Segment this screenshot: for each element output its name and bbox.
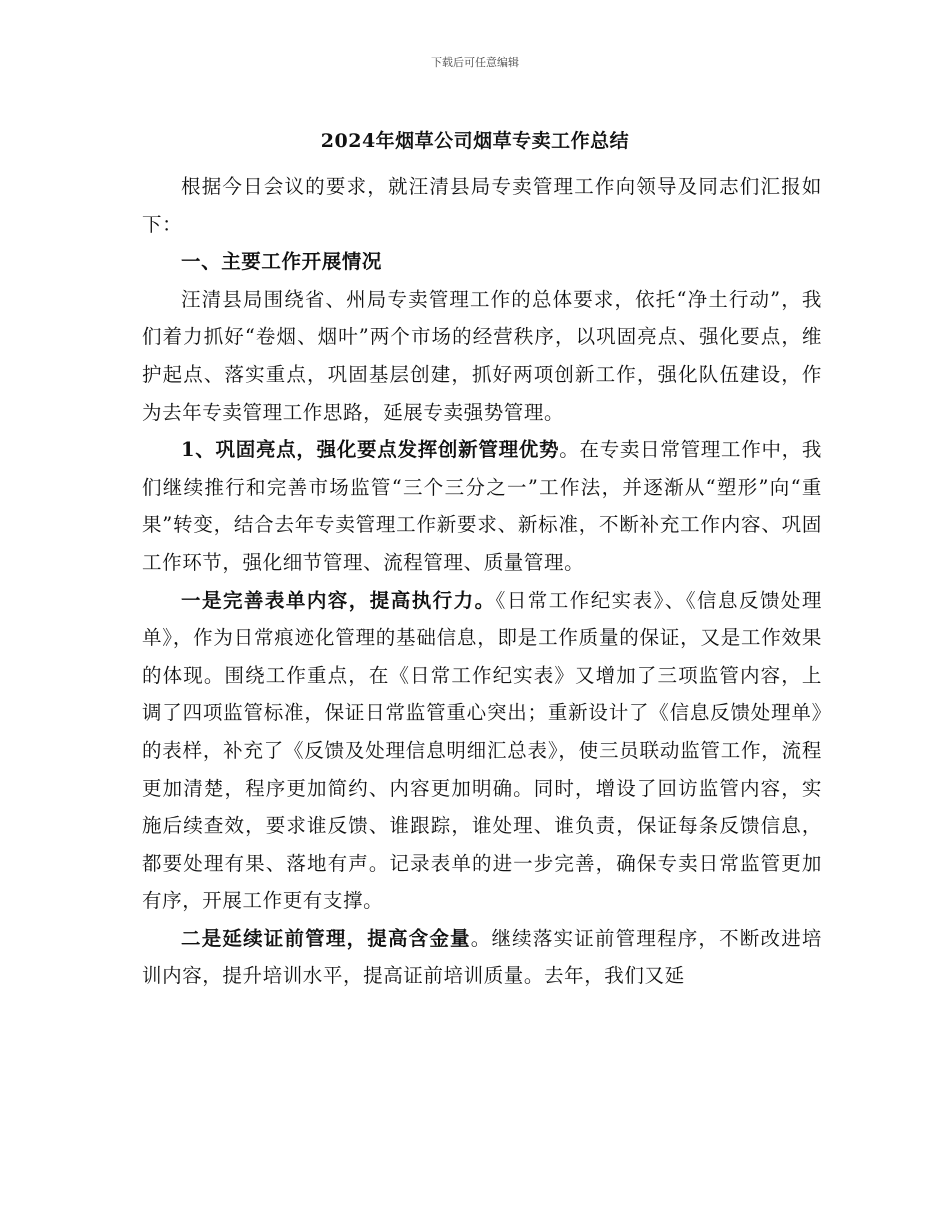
intro-paragraph: 根据今日会议的要求，就汪清县局专卖管理工作向领导及同志们汇报如下： [142, 175, 822, 236]
document-body [142, 168, 822, 995]
point-text-1: 《日常工作纪实表》、《信息反馈处理单》，作为日常痕迹化管理的基础信息，即是工作质量的保证，又是工作效果的体现。围绕工作重点，在《日常工作纪实表》又增加了三项监管内容，上调了四项监管标准，保证日常监管重心突出；重新设计了《信息反馈处理单》的表样，补充了《反馈及处理信息明细汇总表》，使三员联动监管工作，流程更加清楚，程序更加简约、内容更加明确。同时，增设了回访监管内容，实施后续查效，要求谁反馈、谁跟踪，谁处理、谁负责，保证每条反馈信息，都要处理有果、落地有声。记录表单的进一步完善，确保专卖日常监管更加有序，开展工作更有支撑。 [142, 588, 822, 913]
section-paragraph: 汪清县局围绕省、州局专卖管理工作的总体要求，依托“净土行动”，我们着力抓好“卷烟、烟叶”两个市场的经营秩序，以巩固亮点、强化要点，维护起点、落实重点，巩固基层创建，抓好两项创新工作，强化队伍建设，作为去年专卖管理工作思路，延展专卖强势管理。 [142, 287, 822, 424]
point-paragraph-1 [142, 582, 822, 920]
page-header-note: 下载后可任意编辑 [431, 56, 519, 69]
point-lead-2: 二是延续证前管理，提高含金量 [181, 926, 471, 950]
item-paragraph [142, 431, 822, 581]
item-lead: 1、巩固亮点，强化要点发挥创新管理优势 [181, 438, 560, 462]
section-heading: 一、主要工作开展情况 [181, 250, 383, 274]
document-title: 2024年烟草公司烟草专卖工作总结 [320, 130, 630, 152]
point-lead-1: 一是完善表单内容，提高执行力。 [181, 588, 496, 612]
point-text-2: 。继续落实证前管理程序，不断改进培训内容，提升培训水平，提高证前培训质量。去年，我们又延 [142, 926, 822, 988]
item-text: 。在专卖日常管理工作中，我们继续推行和完善市场监管“三个三分之一”工作法，并逐渐从“塑形”向“重果”转变，结合去年专卖管理工作新要求、新标准，不断补充工作内容、巩固工作环节，强化细节管理、流程管理、质量管理。 [142, 438, 822, 574]
point-paragraph-2 [142, 920, 822, 995]
